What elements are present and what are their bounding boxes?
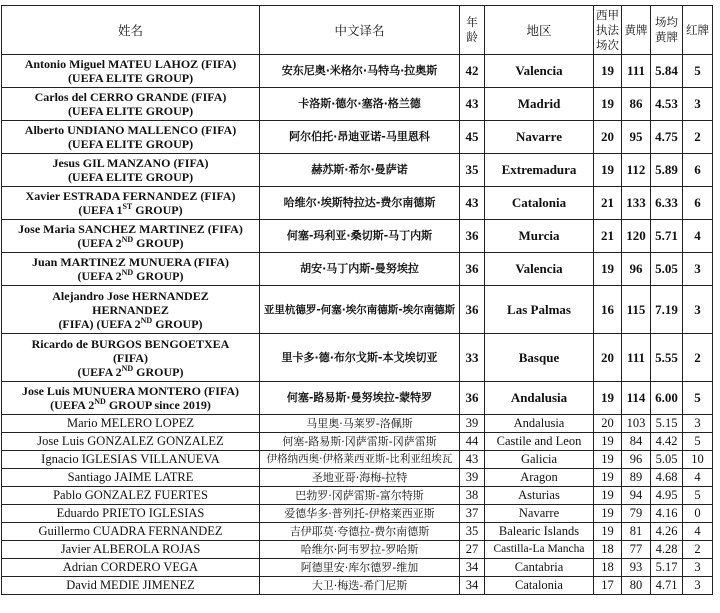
cn-name-cell: 吉伊耶莫·夸德拉-费尔南德斯 bbox=[260, 523, 460, 541]
seasons-cell: 19 bbox=[594, 253, 622, 286]
cn-name-cell: 何塞-玛利亚·桑切斯-马丁内斯 bbox=[260, 220, 460, 253]
name-line: Antonio Miguel MATEU LAHOZ (FIFA) bbox=[24, 57, 237, 71]
red-cell: 5 bbox=[683, 487, 713, 505]
referee-table bbox=[1, 5, 713, 595]
seasons-cell: 17 bbox=[594, 577, 622, 595]
ordinal-suffix: ND bbox=[121, 268, 134, 277]
region-cell: Castilla-La Mancha bbox=[485, 541, 594, 559]
age-cell: 36 bbox=[460, 253, 485, 286]
seasons-cell: 20 bbox=[594, 415, 622, 433]
name-line: Xavier ESTRADA FERNANDEZ (FIFA) bbox=[25, 189, 236, 203]
group-line-end: GROUP) bbox=[133, 236, 184, 250]
red-cell: 5 bbox=[683, 382, 713, 415]
yellow-cell: 79 bbox=[622, 505, 651, 523]
cn-name-cell: 爱德华多·普列托-伊格莱西亚斯 bbox=[260, 505, 460, 523]
table-row bbox=[2, 559, 713, 577]
name-cell bbox=[2, 253, 260, 286]
age-cell: 43 bbox=[460, 88, 485, 121]
seasons-cell: 19 bbox=[594, 55, 622, 88]
age-cell: 39 bbox=[460, 415, 485, 433]
name-cell bbox=[2, 187, 260, 220]
age-cell: 34 bbox=[460, 559, 485, 577]
name-cell bbox=[2, 88, 260, 121]
cn-name-cell: 大卫·梅迭-希门尼斯 bbox=[260, 577, 460, 595]
region-cell: Aragon bbox=[485, 469, 594, 487]
red-cell: 5 bbox=[683, 55, 713, 88]
header-avg-yellow: 场均黄牌 bbox=[651, 6, 683, 55]
table-row bbox=[2, 415, 713, 433]
group-line-end: GROUP) bbox=[133, 364, 184, 379]
name-cell bbox=[2, 121, 260, 154]
cn-name-cell: 阿德里安·库尔德罗-维加 bbox=[260, 559, 460, 577]
ordinal-suffix: ST bbox=[122, 202, 133, 211]
seasons-cell: 19 bbox=[594, 382, 622, 415]
age-cell: 33 bbox=[460, 334, 485, 382]
avg-yellow-cell: 5.15 bbox=[651, 415, 683, 433]
name-line: Jose Maria SANCHEZ MARTINEZ (FIFA) bbox=[18, 222, 243, 236]
age-cell: 35 bbox=[460, 523, 485, 541]
table-row bbox=[2, 469, 713, 487]
header-red: 红牌 bbox=[683, 6, 713, 55]
table-row bbox=[2, 433, 713, 451]
header-yellow: 黄牌 bbox=[622, 6, 651, 55]
header-cn-name: 中文译名 bbox=[260, 6, 460, 55]
seasons-cell: 19 bbox=[594, 487, 622, 505]
table-row bbox=[2, 523, 713, 541]
red-cell: 2 bbox=[683, 541, 713, 559]
name-cell: Santiago JAIME LATRE bbox=[2, 469, 260, 487]
name-cell bbox=[2, 154, 260, 187]
cn-name-cell: 胡安·马丁内斯-曼努埃拉 bbox=[260, 253, 460, 286]
seasons-cell: 20 bbox=[594, 334, 622, 382]
avg-yellow-cell: 4.28 bbox=[651, 541, 683, 559]
age-cell: 42 bbox=[460, 55, 485, 88]
age-cell: 45 bbox=[460, 121, 485, 154]
name-line: Jesus GIL MANZANO (FIFA) bbox=[52, 156, 209, 170]
avg-yellow-cell: 4.26 bbox=[651, 523, 683, 541]
region-cell: Valencia bbox=[485, 253, 594, 286]
yellow-cell: 103 bbox=[622, 415, 651, 433]
header-name: 姓名 bbox=[2, 6, 260, 55]
red-cell: 3 bbox=[683, 286, 713, 334]
name-cell: Mario MELERO LOPEZ bbox=[2, 415, 260, 433]
avg-yellow-cell: 5.71 bbox=[651, 220, 683, 253]
yellow-cell: 81 bbox=[622, 523, 651, 541]
avg-yellow-cell: 5.05 bbox=[651, 451, 683, 469]
region-cell: Navarre bbox=[485, 505, 594, 523]
avg-yellow-cell: 5.89 bbox=[651, 154, 683, 187]
cn-name-cell: 哈维尔·阿韦罗拉-罗哈斯 bbox=[260, 541, 460, 559]
table-row bbox=[2, 253, 713, 286]
cn-name-cell: 伊格纳西奥·伊格莱西亚斯-比利亚纽埃瓦 bbox=[260, 451, 460, 469]
header-region: 地区 bbox=[485, 6, 594, 55]
yellow-cell: 80 bbox=[622, 577, 651, 595]
table-row bbox=[2, 451, 713, 469]
name-line-2: (FIFA) bbox=[112, 350, 149, 365]
age-cell: 39 bbox=[460, 469, 485, 487]
region-cell: Castile and Leon bbox=[485, 433, 594, 451]
region-cell: Cantabria bbox=[485, 559, 594, 577]
region-cell: Galicia bbox=[485, 451, 594, 469]
region-cell: Catalonia bbox=[485, 187, 594, 220]
group-line: (UEFA 2 bbox=[77, 236, 122, 250]
red-cell: 3 bbox=[683, 88, 713, 121]
ordinal-suffix: ND bbox=[121, 235, 134, 244]
age-cell: 37 bbox=[460, 505, 485, 523]
region-cell: Valencia bbox=[485, 55, 594, 88]
yellow-cell: 111 bbox=[622, 334, 651, 382]
cn-name-cell: 安东尼奥·米格尔·马特乌·拉奥斯 bbox=[260, 55, 460, 88]
region-cell: Las Palmas bbox=[485, 286, 594, 334]
red-cell: 4 bbox=[683, 469, 713, 487]
name-cell: Pablo GONZALEZ FUERTES bbox=[2, 487, 260, 505]
age-cell: 44 bbox=[460, 433, 485, 451]
group-line-end: GROUP since 2019) bbox=[105, 398, 211, 412]
avg-yellow-cell: 5.55 bbox=[651, 334, 683, 382]
seasons-cell: 19 bbox=[594, 433, 622, 451]
red-cell: 3 bbox=[683, 415, 713, 433]
age-cell: 43 bbox=[460, 451, 485, 469]
region-cell: Catalonia bbox=[485, 577, 594, 595]
cn-name-cell: 哈维尔·埃斯特拉达-费尔南德斯 bbox=[260, 187, 460, 220]
header-seasons: 西甲执法场次 bbox=[594, 6, 622, 55]
age-cell: 36 bbox=[460, 286, 485, 334]
name-cell: Ignacio IGLESIAS VILLANUEVA bbox=[2, 451, 260, 469]
name-cell: Guillermo CUADRA FERNANDEZ bbox=[2, 523, 260, 541]
name-cell bbox=[2, 220, 260, 253]
name-cell bbox=[2, 382, 260, 415]
name-cell: David MEDIE JIMENEZ bbox=[2, 577, 260, 595]
name-cell: Adrian CORDERO VEGA bbox=[2, 559, 260, 577]
red-cell: 0 bbox=[683, 505, 713, 523]
region-cell: Navarre bbox=[485, 121, 594, 154]
seasons-cell: 20 bbox=[594, 121, 622, 154]
seasons-cell: 19 bbox=[594, 451, 622, 469]
cn-name-cell: 何塞-路易斯·冈萨雷斯-冈萨雷斯 bbox=[260, 433, 460, 451]
age-cell: 43 bbox=[460, 187, 485, 220]
group-line: (UEFA 2 bbox=[77, 364, 122, 379]
name-line: Alejandro Jose HERNANDEZ bbox=[52, 288, 209, 303]
age-cell: 27 bbox=[460, 541, 485, 559]
name-cell: Jose Luis GONZALEZ GONZALEZ bbox=[2, 433, 260, 451]
age-cell: 34 bbox=[460, 577, 485, 595]
avg-yellow-cell: 5.05 bbox=[651, 253, 683, 286]
yellow-cell: 89 bbox=[622, 469, 651, 487]
seasons-cell: 19 bbox=[594, 88, 622, 121]
cn-name-cell: 亚里杭德罗-何塞·埃尔南德斯-埃尔南德斯 bbox=[260, 286, 460, 334]
region-cell: Andalusia bbox=[485, 382, 594, 415]
header-age: 年龄 bbox=[460, 6, 485, 55]
cn-name-cell: 里卡多·德·布尔戈斯-本戈埃切亚 bbox=[260, 334, 460, 382]
group-line: (UEFA 2 bbox=[50, 398, 95, 412]
yellow-cell: 133 bbox=[622, 187, 651, 220]
name-line: Alberto UNDIANO MALLENCO (FIFA) bbox=[24, 123, 237, 137]
table-row bbox=[2, 55, 713, 88]
red-cell: 4 bbox=[683, 523, 713, 541]
red-cell: 6 bbox=[683, 187, 713, 220]
avg-yellow-cell: 5.17 bbox=[651, 559, 683, 577]
red-cell: 2 bbox=[683, 121, 713, 154]
cn-name-cell: 马里奥·马莱罗-洛佩斯 bbox=[260, 415, 460, 433]
avg-yellow-cell: 7.19 bbox=[651, 286, 683, 334]
cn-name-cell: 赫苏斯·希尔·曼萨诺 bbox=[260, 154, 460, 187]
seasons-cell: 19 bbox=[594, 469, 622, 487]
table-row bbox=[2, 577, 713, 595]
red-cell: 6 bbox=[683, 154, 713, 187]
region-cell: Extremadura bbox=[485, 154, 594, 187]
table-row bbox=[2, 334, 713, 382]
group-line: (UEFA 1 bbox=[78, 203, 123, 217]
table-row bbox=[2, 286, 713, 334]
yellow-cell: 93 bbox=[622, 559, 651, 577]
yellow-cell: 96 bbox=[622, 451, 651, 469]
yellow-cell: 115 bbox=[622, 286, 651, 334]
yellow-cell: 112 bbox=[622, 154, 651, 187]
table-row bbox=[2, 541, 713, 559]
age-cell: 36 bbox=[460, 220, 485, 253]
avg-yellow-cell: 5.84 bbox=[651, 55, 683, 88]
group-line-end: GROUP) bbox=[152, 316, 203, 331]
seasons-cell: 21 bbox=[594, 220, 622, 253]
red-cell: 5 bbox=[683, 433, 713, 451]
avg-yellow-cell: 6.33 bbox=[651, 187, 683, 220]
ordinal-suffix: ND bbox=[94, 397, 106, 406]
region-cell: Basque bbox=[485, 334, 594, 382]
seasons-cell: 18 bbox=[594, 541, 622, 559]
group-line-end: GROUP) bbox=[132, 203, 183, 217]
name-cell bbox=[2, 286, 260, 334]
header-row bbox=[2, 6, 713, 55]
avg-yellow-cell: 4.68 bbox=[651, 469, 683, 487]
table-row bbox=[2, 88, 713, 121]
seasons-cell: 18 bbox=[594, 559, 622, 577]
table-row bbox=[2, 220, 713, 253]
red-cell: 2 bbox=[683, 334, 713, 382]
cn-name-cell: 阿尔伯托·昂迪亚诺-马里恩科 bbox=[260, 121, 460, 154]
avg-yellow-cell: 6.00 bbox=[651, 382, 683, 415]
group-line: (UEFA 2 bbox=[77, 269, 122, 283]
seasons-cell: 19 bbox=[594, 523, 622, 541]
avg-yellow-cell: 4.16 bbox=[651, 505, 683, 523]
yellow-cell: 120 bbox=[622, 220, 651, 253]
cn-name-cell: 何塞-路易斯·曼努埃拉-蒙特罗 bbox=[260, 382, 460, 415]
name-cell: Eduardo PRIETO IGLESIAS bbox=[2, 505, 260, 523]
table-row bbox=[2, 121, 713, 154]
seasons-cell: 19 bbox=[594, 154, 622, 187]
name-cell bbox=[2, 55, 260, 88]
referee-table-container bbox=[1, 5, 712, 595]
group-line: (UEFA ELITE GROUP) bbox=[67, 104, 194, 118]
ordinal-suffix: ND bbox=[121, 363, 134, 373]
name-cell bbox=[2, 334, 260, 382]
name-line: Juan MARTINEZ MUNUERA (FIFA) bbox=[31, 255, 230, 269]
cn-name-cell: 巴勃罗·冈萨雷斯-富尔特斯 bbox=[260, 487, 460, 505]
group-line: (UEFA ELITE GROUP) bbox=[67, 170, 194, 184]
yellow-cell: 86 bbox=[622, 88, 651, 121]
table-row bbox=[2, 154, 713, 187]
region-cell: Asturias bbox=[485, 487, 594, 505]
avg-yellow-cell: 4.71 bbox=[651, 577, 683, 595]
table-row bbox=[2, 187, 713, 220]
region-cell: Madrid bbox=[485, 88, 594, 121]
avg-yellow-cell: 4.53 bbox=[651, 88, 683, 121]
avg-yellow-cell: 4.95 bbox=[651, 487, 683, 505]
ordinal-suffix: ND bbox=[140, 315, 153, 325]
region-cell: Balearic Islands bbox=[485, 523, 594, 541]
yellow-cell: 94 bbox=[622, 487, 651, 505]
yellow-cell: 84 bbox=[622, 433, 651, 451]
name-line: Carlos del CERRO GRANDE (FIFA) bbox=[34, 90, 227, 104]
group-line: (UEFA ELITE GROUP) bbox=[67, 71, 194, 85]
yellow-cell: 114 bbox=[622, 382, 651, 415]
seasons-cell: 16 bbox=[594, 286, 622, 334]
region-cell: Murcia bbox=[485, 220, 594, 253]
avg-yellow-cell: 4.75 bbox=[651, 121, 683, 154]
table-row bbox=[2, 505, 713, 523]
table-row bbox=[2, 382, 713, 415]
age-cell: 38 bbox=[460, 487, 485, 505]
yellow-cell: 96 bbox=[622, 253, 651, 286]
group-line: (FIFA) (UEFA 2 bbox=[58, 316, 141, 331]
group-line-end: GROUP) bbox=[133, 269, 184, 283]
name-line: Ricardo de BURGOS BENGOETXEA bbox=[31, 336, 230, 351]
name-cell: Javier ALBEROLA ROJAS bbox=[2, 541, 260, 559]
red-cell: 10 bbox=[683, 451, 713, 469]
cn-name-cell: 卡洛斯·德尔·塞洛·格兰德 bbox=[260, 88, 460, 121]
name-line-2: HERNANDEZ bbox=[92, 302, 169, 317]
group-line: (UEFA ELITE GROUP) bbox=[67, 137, 194, 151]
red-cell: 3 bbox=[683, 577, 713, 595]
avg-yellow-cell: 4.42 bbox=[651, 433, 683, 451]
age-cell: 35 bbox=[460, 154, 485, 187]
age-cell: 36 bbox=[460, 382, 485, 415]
name-line: Jose Luis MUNUERA MONTERO (FIFA) bbox=[21, 384, 240, 398]
red-cell: 3 bbox=[683, 559, 713, 577]
red-cell: 4 bbox=[683, 220, 713, 253]
cn-name-cell: 圣地亚哥·海梅-拉特 bbox=[260, 469, 460, 487]
region-cell: Andalusia bbox=[485, 415, 594, 433]
seasons-cell: 21 bbox=[594, 187, 622, 220]
red-cell: 3 bbox=[683, 253, 713, 286]
yellow-cell: 77 bbox=[622, 541, 651, 559]
table-row bbox=[2, 487, 713, 505]
seasons-cell: 19 bbox=[594, 505, 622, 523]
yellow-cell: 95 bbox=[622, 121, 651, 154]
yellow-cell: 111 bbox=[622, 55, 651, 88]
